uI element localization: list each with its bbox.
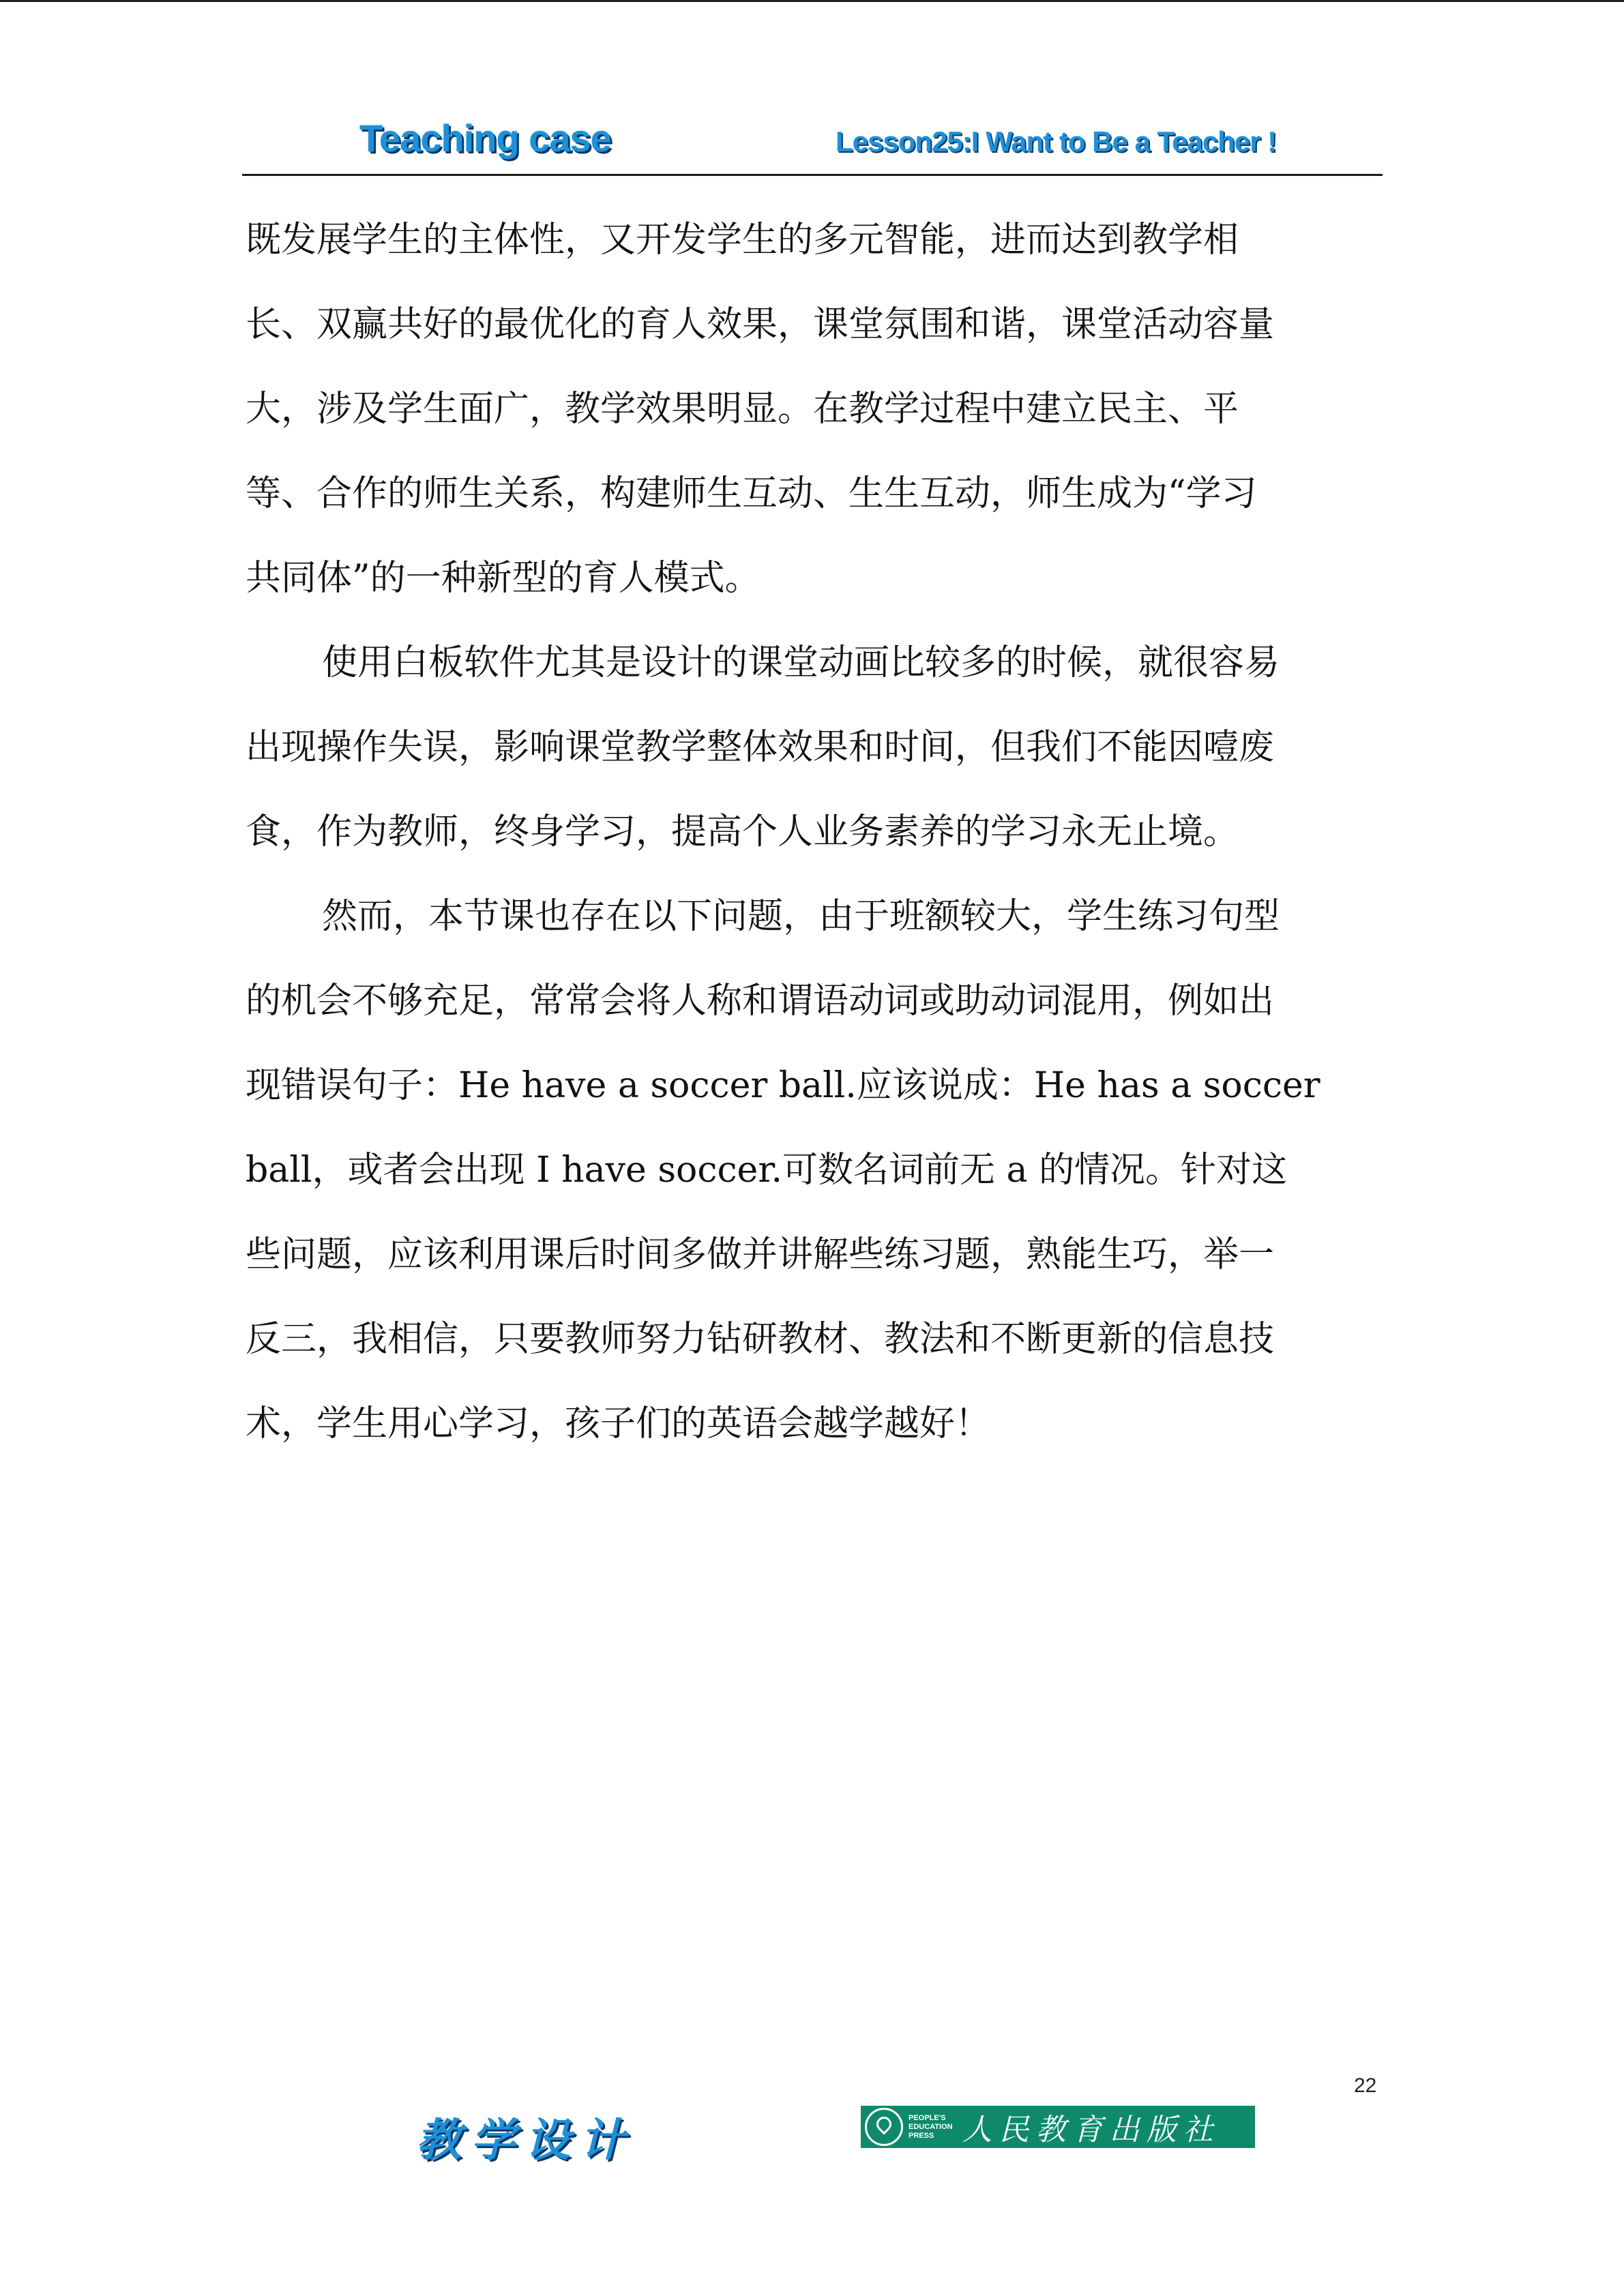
publisher-name-en-line: PRESS: [909, 2131, 934, 2140]
text-line: 反三，我相信，只要教师努力钻研教材、教法和不断更新的信息技: [246, 1319, 1275, 1360]
text-line-paragraph-start: 然而，本节课也存在以下问题，由于班额较大，学生练习句型: [322, 896, 1280, 937]
text-line: 长、双赢共好的最优化的育人效果，课堂氛围和谐，课堂活动容量: [246, 304, 1275, 345]
header-title-right: Lesson25:I Want to Be a Teacher !: [836, 125, 1277, 158]
publisher-name-cn: 人民教育出版社: [962, 2113, 1220, 2147]
text-line: 些问题，应该利用课后时间多做并讲解些练习题，熟能生巧，举一: [246, 1234, 1275, 1275]
text-line: 共同体”的一种新型的育人模式。: [246, 558, 761, 599]
publisher-name-en: [909, 2114, 953, 2141]
publisher-name-en-line: EDUCATION: [909, 2122, 953, 2131]
publisher-name-en-line: PEOPLE'S: [909, 2113, 946, 2122]
text-line: 既发展学生的主体性，又开发学生的多元智能，进而达到教学相: [246, 220, 1239, 260]
header-title-left: Teaching case: [359, 117, 611, 160]
text-line-paragraph-start: 使用白板软件尤其是设计的课堂动画比较多的时候，就很容易: [322, 642, 1280, 683]
text-line: ball，或者会出现 I have soccer.可数名词前无 a 的情况。针对这: [246, 1150, 1288, 1191]
text-line: 的机会不够充足，常常会将人称和谓语动词或助动词混用，例如出: [246, 981, 1275, 1022]
footer-title: 教学设计: [416, 2113, 634, 2166]
text-line: 大，涉及学生面广，教学效果明显。在教学过程中建立民主、平: [246, 389, 1239, 430]
publisher-emblem-icon: [865, 2108, 903, 2146]
text-line: 现错误句子：He have a soccer ball.应该说成：He has a soccer: [246, 1065, 1320, 1106]
text-line: 术，学生用心学习，孩子们的英语会越学越好！: [246, 1403, 991, 1444]
page-number: 22: [1354, 2074, 1377, 2097]
body-text: [246, 198, 1385, 1466]
text-line: 等、合作的师生关系，构建师生互动、生生互动，师生成为“学习: [246, 473, 1257, 514]
page-header: [242, 109, 1383, 176]
publisher-logo: [861, 2106, 1255, 2148]
text-line: 出现操作失误，影响课堂教学整体效果和时间，但我们不能因噎废: [246, 727, 1275, 768]
text-line: 食，作为教师，终身学习，提高个人业务素养的学习永无止境。: [246, 811, 1239, 852]
